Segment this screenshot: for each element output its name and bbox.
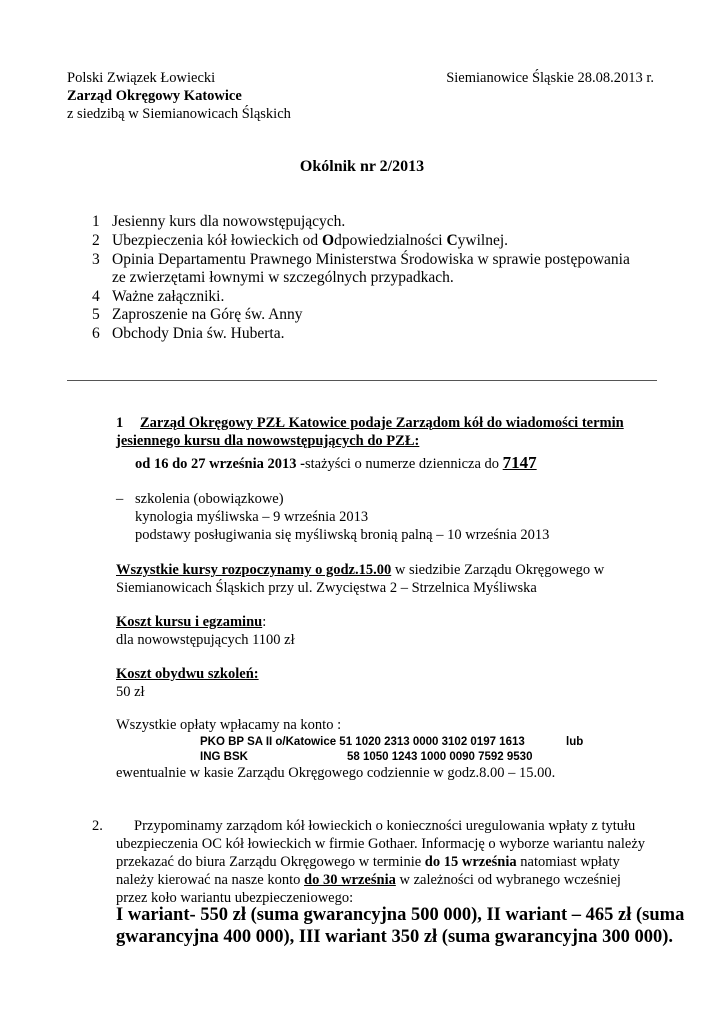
training-item: podstawy posługiwania się myśliwską bronią palną – 10 września 2013	[135, 527, 550, 543]
section-2-text: natomiast wpłaty	[516, 854, 620, 870]
district-board-name: Zarząd Okręgowy Katowice	[67, 88, 242, 104]
list-item-number: 4	[92, 288, 100, 305]
list-item	[92, 213, 345, 231]
list-item	[92, 325, 284, 343]
list-item-bold-letter: O	[322, 232, 335, 249]
bank-or: lub	[566, 736, 584, 748]
section-2-line: ubezpieczenia OC kół łowieckich w firmie Gothaer. Informację o wyborze wariantu należy	[116, 836, 646, 852]
insurance-variants-continuation: gwarancyjna 400 000), III wariant 350 zł (suma gwarancyjna 300 000).	[116, 927, 674, 947]
bank-name-ing: ING BSK	[200, 751, 248, 763]
list-item-text: Zaproszenie na Górę św. Anny	[112, 306, 303, 323]
insurance-variants: I wariant- 550 zł (suma gwarancyjna 500 000), II wariant – 465 zł (suma	[116, 905, 685, 925]
list-item	[92, 232, 508, 250]
section-2-line: Przypominamy zarządom kół łowieckich o konieczności uregulowania wpłaty z tytułu	[134, 818, 636, 834]
section-1-number: 1	[116, 415, 124, 431]
list-item	[92, 288, 224, 306]
cash-payment-note: ewentualnie w kasie Zarządu Okręgowego codziennie w godz.8.00 – 15.00.	[116, 765, 556, 781]
list-item-number: 6	[92, 325, 100, 342]
course-start-location: w siedzibie Zarządu Okręgowego w	[391, 562, 605, 578]
organization-seat: z siedzibą w Siemianowicach Śląskich	[67, 106, 291, 122]
list-item-number: 2	[92, 232, 100, 249]
course-start-info	[116, 562, 604, 579]
course-dates	[135, 453, 537, 473]
cost-training-title: Koszt obydwu szkoleń:	[116, 666, 259, 682]
section-2-line	[116, 854, 620, 871]
cost-course-title: Koszt kursu i egzaminu	[116, 614, 263, 630]
section-1-heading-continuation: jesiennego kursu dla nowowstępujących do PZŁ:	[116, 433, 420, 449]
list-item-number: 1	[92, 213, 100, 230]
place-and-date: Siemianowice Śląskie 28.08.2013 r.	[446, 70, 654, 86]
list-item-text: Ubezpieczenia kół łowieckich od	[112, 232, 323, 249]
list-item-text: Obchody Dnia św. Huberta.	[112, 325, 285, 342]
course-start-time: Wszystkie kursy rozpoczynamy o godz.15.00	[116, 562, 392, 578]
section-1-heading: Zarząd Okręgowy PZŁ Katowice podaje Zarządom kół do wiadomości termin	[140, 415, 624, 431]
list-item-text: ywilnej.	[457, 232, 509, 249]
info-deadline: do 15 września	[424, 854, 517, 870]
list-item-text: dpowiedzialności	[334, 232, 447, 249]
payments-intro: Wszystkie opłaty wpłacamy na konto :	[116, 717, 342, 733]
list-item-continuation: ze zwierzętami łownymi w szczególnych przypadkach.	[112, 269, 454, 286]
bank-account-pko: PKO BP SA II o/Katowice 51 1020 2313 0000 3102 0197 1613	[200, 736, 525, 748]
list-item	[92, 306, 303, 324]
section-2-line: przez koło wariantu ubezpieczeniowego:	[116, 890, 354, 906]
document-title: Okólnik nr 2/2013	[299, 158, 425, 175]
section-2-text: należy kierować na nasze konto	[116, 872, 305, 888]
list-item-number: 3	[92, 251, 100, 268]
bank-account-ing: 58 1050 1243 1000 0090 7592 9530	[347, 751, 533, 763]
training-item: kynologia myśliwska – 9 września 2013	[135, 509, 369, 525]
cost-course-heading	[116, 614, 266, 631]
organization-name: Polski Związek Łowiecki	[67, 70, 216, 86]
diary-number-limit: 7147	[502, 453, 537, 472]
horizontal-divider	[67, 380, 657, 381]
cost-course-colon: :	[262, 614, 267, 630]
course-address: Siemianowicach Śląskich przy ul. Zwycięstwa 2 – Strzelnica Myśliwska	[116, 580, 537, 596]
list-item	[92, 251, 630, 269]
list-item-number: 5	[92, 306, 100, 323]
payment-deadline: do 30 września	[304, 872, 396, 888]
section-2-text: w zależności od wybranego wcześniej	[395, 872, 621, 888]
bullet-dash: –	[116, 491, 124, 507]
list-item-bold-letter: C	[446, 232, 458, 249]
section-2-line	[116, 872, 621, 889]
list-item-text: Ważne załączniki.	[112, 288, 225, 305]
training-title: szkolenia (obowiązkowe)	[135, 491, 284, 507]
list-item-text: Jesienny kurs dla nowowstępujących.	[112, 213, 346, 230]
section-2-text: przekazać do biura Zarządu Okręgowego w terminie	[116, 854, 425, 870]
cost-training-value: 50 zł	[116, 684, 145, 700]
list-item-text: Opinia Departamentu Prawnego Ministerstwa Środowiska w sprawie postępowania	[112, 251, 630, 268]
course-dates-range: od 16 do 27 września 2013 -	[135, 456, 305, 472]
section-2-number: 2.	[92, 818, 103, 834]
course-dates-note: stażyści o numerze dziennicza do	[304, 456, 503, 472]
cost-course-value: dla nowowstępujących 1100 zł	[116, 632, 295, 648]
